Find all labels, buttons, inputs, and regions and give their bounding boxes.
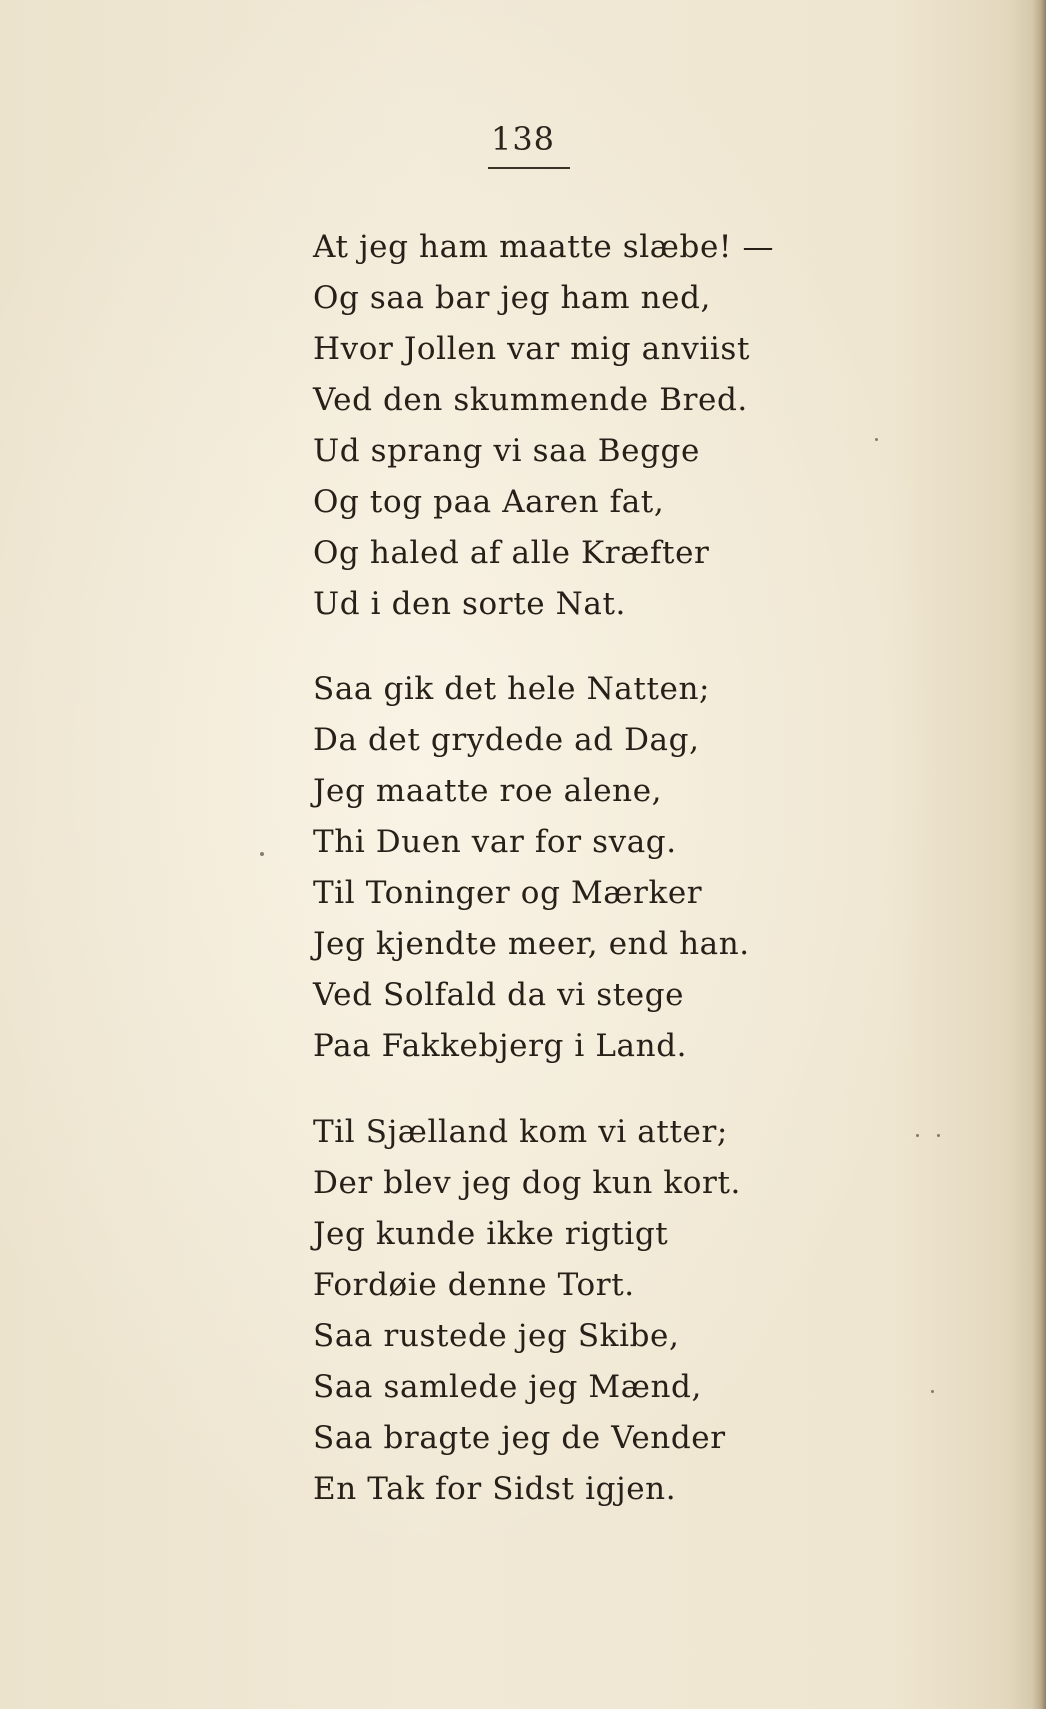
verse-line: En Tak for Sidst igjen. xyxy=(313,1471,677,1507)
verse-line: Til Sjælland kom vi atter; xyxy=(313,1114,728,1150)
verse-line: Saa samlede jeg Mænd, xyxy=(313,1369,702,1405)
verse-line: Saa bragte jeg de Vender xyxy=(313,1420,726,1456)
paper-speck xyxy=(937,1134,940,1137)
verse-line: Da det grydede ad Dag, xyxy=(313,722,700,758)
verse-line: Jeg kunde ikke rigtigt xyxy=(313,1216,669,1252)
verse-line: Og haled af alle Kræfter xyxy=(313,535,710,571)
verse-line: Ved Solfald da vi stege xyxy=(313,977,685,1013)
verse-line: At jeg ham maatte slæbe! — xyxy=(313,229,775,265)
stanza-3 xyxy=(313,1107,913,1515)
verse-line: Ud sprang vi saa Begge xyxy=(313,433,700,469)
verse-line: Til Toninger og Mærker xyxy=(313,875,703,911)
verse-line: Fordøie denne Tort. xyxy=(313,1267,635,1303)
paper-speck xyxy=(916,1134,919,1137)
verse-line: Og tog paa Aaren fat, xyxy=(313,484,665,520)
verse-line: Jeg maatte roe alene, xyxy=(313,773,663,809)
page-number-rule xyxy=(488,167,570,169)
verse-line: Og saa bar jeg ham ned, xyxy=(313,280,711,316)
verse-line: Der blev jeg dog kun kort. xyxy=(313,1165,741,1201)
verse-line: Saa rustede jeg Skibe, xyxy=(313,1318,680,1354)
verse-line: Thi Duen var for svag. xyxy=(313,824,677,860)
verse-line: Jeg kjendte meer, end han. xyxy=(313,926,750,962)
verse-line: Saa gik det hele Natten; xyxy=(313,671,711,707)
verse-line: Ved den skummende Bred. xyxy=(313,382,748,418)
verse-line: Paa Fakkebjerg i Land. xyxy=(313,1028,688,1064)
page-edge-shadow xyxy=(1032,0,1046,1709)
stanza-1 xyxy=(313,222,913,630)
page-number: 138 xyxy=(490,120,556,158)
paper-speck xyxy=(931,1390,934,1393)
stanza-2 xyxy=(313,664,913,1072)
verse-line: Ud i den sorte Nat. xyxy=(313,586,626,622)
paper-speck xyxy=(260,852,264,856)
verse-line: Hvor Jollen var mig anviist xyxy=(313,331,751,367)
paper-speck xyxy=(875,438,878,441)
